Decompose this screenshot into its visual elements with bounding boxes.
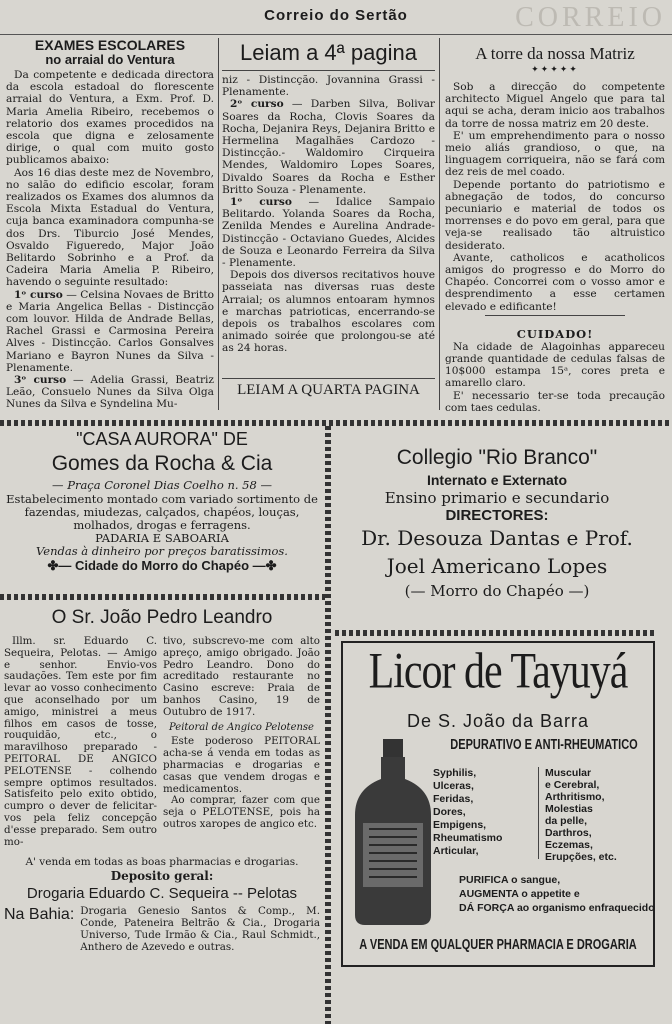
benefit: AUGMENTA o appetite e — [459, 888, 580, 900]
course-label: 1ᵒ curso — [14, 288, 63, 301]
ad-drogaria: Drogaria Eduardo C. Sequeira -- Pelotas — [26, 885, 298, 903]
ad-directors-label: DIRECTORES: — [445, 507, 549, 524]
paragraph: Da competente e dedicada directora da escola estadoal do florescente arraial do Ventura, a Exm. Prof. D. Maria Amelia Ribeiro, recebemos o relatorio dos exames procedidos na escola que digna e zelosamente dirige, o qual com muito gosto publicamos abaixo: — [6, 69, 214, 167]
ad-description: Estabelecimento montado com variado sortimento de fazendas, miudezas, calçados, chapéos, louças, molhados, drogas e ferragens. — [6, 492, 318, 532]
course-text: — Adelia Grassi, Beatriz Leão, Consuelo Nunes da Silva Olga Nunes da Silva e Syndelina Mu- — [6, 374, 214, 411]
border-chain — [325, 426, 331, 1024]
ad-casa-aurora — [4, 428, 320, 574]
ailment: Erupções, etc. — [545, 851, 617, 863]
course-label: 3ᵒ curso — [14, 374, 67, 387]
ailment: Rheumatismo — [433, 832, 503, 844]
ad-ailments-left — [433, 767, 537, 858]
divider — [538, 767, 539, 859]
rule — [222, 70, 435, 71]
ad-title: Licor de Tayuyá — [368, 644, 628, 700]
course-label: 2ᵒ curso — [230, 98, 284, 111]
course-text: — Darben Silva, Bolivar Soares da Rocha, Clovis Soares da Rocha, Dejanira Reys, Dejanira Britto e Hermelina Magalhães Cardozo - Distincção.- Waldomiro Cirqueira Mendes, Waldomiro Lopes Soares, Divaldo Soares da Rocha e Esther Britto Souza - Plenamente. — [222, 98, 435, 196]
ad-ailments-right — [545, 767, 651, 863]
course-text: — Idalice Sampaio Belitardo. Yolanda Soares da Rocha, Zenilda Mendes e Aurelina Andrade-Distincção - Octaviano Guedes, Alcides de Souza e Leonardo Ferreira da Silva - Plenamente. — [222, 196, 435, 270]
ad-line: Internato e Externato — [426, 472, 568, 488]
paragraph: Depende portanto do patriotismo e abnegação de todos, do concurso pecuniario e material de todos os morrenses e do povo em geral, para que veja-se realisado tão altruistico desiderato. — [445, 178, 665, 252]
masthead-ghost: CORREIO — [515, 2, 666, 33]
paragraph: E' um emprehendimento para o nosso meio aliás grandioso, o que, na linguagem corriqueira, não se fará com dez reis de mel coado. — [445, 129, 665, 179]
paragraph: Este poderoso PEITORAL acha-se á venda em todas as pharmacias e drogarias e casas que vendem drogas e medicamentos. — [163, 735, 320, 795]
leiam-footer: LEIAM A QUARTA PAGINA — [237, 382, 420, 398]
ad-footer: A VENDA EM QUALQUER PHARMACIA E DROGARIA — [359, 937, 637, 953]
ailment: Ulceras, — [433, 780, 474, 792]
paragraph: Avante, catholicos e acatholicos amigos do progresso e do Morro do Chapéo. Concorrei com o vosso amor e desprendimento a esse certamen elevado e edificante! — [445, 251, 665, 313]
masthead-title: Correio do Sertão — [264, 7, 408, 24]
ad-subtitle: De S. João da Barra — [406, 711, 590, 731]
ailment: Muscular — [545, 767, 592, 779]
ad-bahia-text: Drogaria Genesio Santos & Comp., M. Conde, Pateneira Beltrão & Cia., Drogaria Universo, Tude Irmão & Cia., Raul Schmidt., Anthero de Azevedo e outras. — [80, 905, 320, 953]
paragraph — [222, 196, 435, 269]
ad-venda: A' venda em todas as boas pharmacias e drogarias. — [25, 856, 299, 869]
ad-leandro — [4, 604, 320, 954]
ad-city: (— Morro do Chapéo —) — [404, 582, 590, 600]
ad-director: Dr. Desouza Dantas e Prof. — [361, 526, 633, 550]
paragraph: Ao comprar, fazer com que seja o PELOTENSE, pois ha outros xaropes de angico etc. — [163, 794, 320, 830]
ornament-icon: ✦✦✦✦✦ — [531, 65, 579, 75]
border-chain — [0, 420, 672, 426]
paragraph: Na cidade de Alagoinhas appareceu grande quantidade de cedulas falsas de 10$000 estampa 15ᵃ, cores preta e amarello claro. — [445, 340, 665, 390]
paragraph: Depois dos diversos recitativos houve passeiata nas diversas ruas deste Arraial; os alumnos entoaram hymnos e marchas patrioticas, encerrando-se depois os trabalhos escolares com animado soirée que prolongou-se até as 24 horas. — [222, 269, 435, 355]
bottle-icon — [351, 737, 435, 927]
ailment: Dores, — [433, 806, 466, 818]
ailment: Arthritismo, — [545, 791, 605, 803]
rule — [222, 378, 435, 379]
column-rule — [439, 38, 440, 410]
ad-title: "CASA AURORA" DE — [76, 429, 248, 449]
article-subtitle: no arraial do Ventura — [45, 52, 175, 67]
column-rule — [218, 38, 219, 410]
ad-city-text: Cidade do Morro do Chapéo — [74, 558, 250, 573]
course-label: 1ᵒ curso — [230, 196, 292, 209]
ailment: Syphilis, — [433, 767, 477, 779]
ad-line: Ensino primario e secundario — [384, 489, 610, 507]
ad-city: ✤— Cidade do Morro do Chapéo —✤ — [47, 558, 277, 573]
ailment: Darthros, — [545, 827, 592, 839]
course-text: — Celsina Novaes de Britto e Maria Angelica Bellas - Distincção com louvor. Hilda de Andrade Bellas, Rachel Grassi e Carmosina Pereira Alves - Distincção. Carlos Gonsalves Mariano e Bayron Nunes da Silva - Plenamente. — [6, 288, 214, 374]
paragraph — [222, 98, 435, 196]
ad-licor — [341, 641, 655, 967]
ad-director: Joel Americano Lopes — [386, 554, 608, 578]
ad-benefits — [459, 873, 655, 915]
ad-title: Collegio "Rio Branco" — [396, 446, 598, 469]
ailment: Articular, — [433, 845, 479, 857]
ad-company: Gomes da Rocha & Cia — [51, 452, 273, 475]
benefit: PURIFICA o sangue, — [459, 874, 561, 886]
ad-collegio — [338, 444, 656, 601]
paragraph — [6, 374, 214, 411]
ad-title: O Sr. João Pedro Leandro — [51, 607, 273, 628]
paragraph: E' necessario ter-se toda precaução com taes cedulas. — [445, 389, 665, 414]
article-exames — [6, 38, 214, 411]
ad-depurativo: DEPURATIVO E ANTI-RHEUMATICO — [450, 737, 638, 753]
article-torre — [445, 44, 665, 414]
benefit: DÁ FORÇA ao organismo enfraquecido — [459, 902, 655, 914]
ad-bahia-label: Na Bahia: — [4, 906, 75, 924]
paragraph: Illm. sr. Eduardo C. Sequeira, Pelotas. — Amigo e senhor. Envio-vos saudações. Tem este por fim levar ao vosso conhecimento que aconselhado por um amigo, ministrei a meus filhos em casos de tosse, rouquidão, etc., o maravilhoso preparado - PEITORAL DE ANGICO PELOTENSE - colhendo sempre optimos resultados. Satisfeito pelo exito obtido, cumpro o dever de felicitar-vos pela feliz concepção d'esse preparado. Sem outro mo- — [4, 635, 157, 848]
torre-title: A torre da nossa Matriz — [475, 44, 635, 63]
rule — [485, 315, 625, 316]
ad-deposito: Deposito geral: — [110, 869, 214, 884]
paragraph — [6, 289, 214, 374]
ad-padaria: PADARIA E SABOARIA — [95, 531, 229, 545]
ad-address: — Praça Coronel Dias Coelho n. 58 — — [52, 478, 272, 492]
ailment: Molestias — [545, 803, 593, 815]
ad-vendas: Vendas à dinheiro por preços baratissimos. — [36, 544, 288, 558]
masthead — [0, 0, 672, 35]
cuidado-title: CUIDADO! — [516, 326, 594, 341]
article-title: EXAMES ESCOLARES — [34, 37, 186, 53]
peitoral-heading: Peitoral de Angico Pelotense — [169, 721, 314, 733]
paragraph: tivo, subscrevo-me com alto apreço, amigo obrigado. João Pedro Leandro. Dono do acreditado restaurante no Casino escreve: Praia de banhos Casino, 19 de Outubro de 1917. — [163, 635, 320, 718]
ailment: Eczemas, — [545, 839, 593, 851]
ailment: Empigens, — [433, 819, 487, 831]
article-leiam — [222, 40, 435, 355]
paragraph: Sob a direcção do competente architecto Miguel Angelo que para tal aqui se acha, deram inicio aos trabalhos da torre de nossa matriz em 20 deste. — [445, 81, 665, 130]
paragraph: niz - Distincção. Jovannina Grassi - Plenamente. — [222, 74, 435, 99]
leiam-title: Leiam a 4ª pagina — [240, 40, 417, 65]
border-chain — [335, 630, 657, 636]
paragraph: Aos 16 dias deste mez de Novembro, no salão do edificio escolar, foram realizados os Exames dos alumnos da Escola Mixta Estadual do Ventura, cuja banca examinadora compunha-se dos Drs. Tiburcio José Mendes, Osvaldo Figueredo, Major João Belitardo Sobrinho e a Prof. da Cadeira Maria Amelia P. Ribeiro, havendo o seguinte resultado: — [6, 166, 214, 289]
ailment: da pelle, — [545, 815, 588, 827]
ailment: Feridas, — [433, 793, 474, 805]
border-chain — [0, 594, 325, 600]
ailment: e Cerebral, — [545, 779, 600, 791]
